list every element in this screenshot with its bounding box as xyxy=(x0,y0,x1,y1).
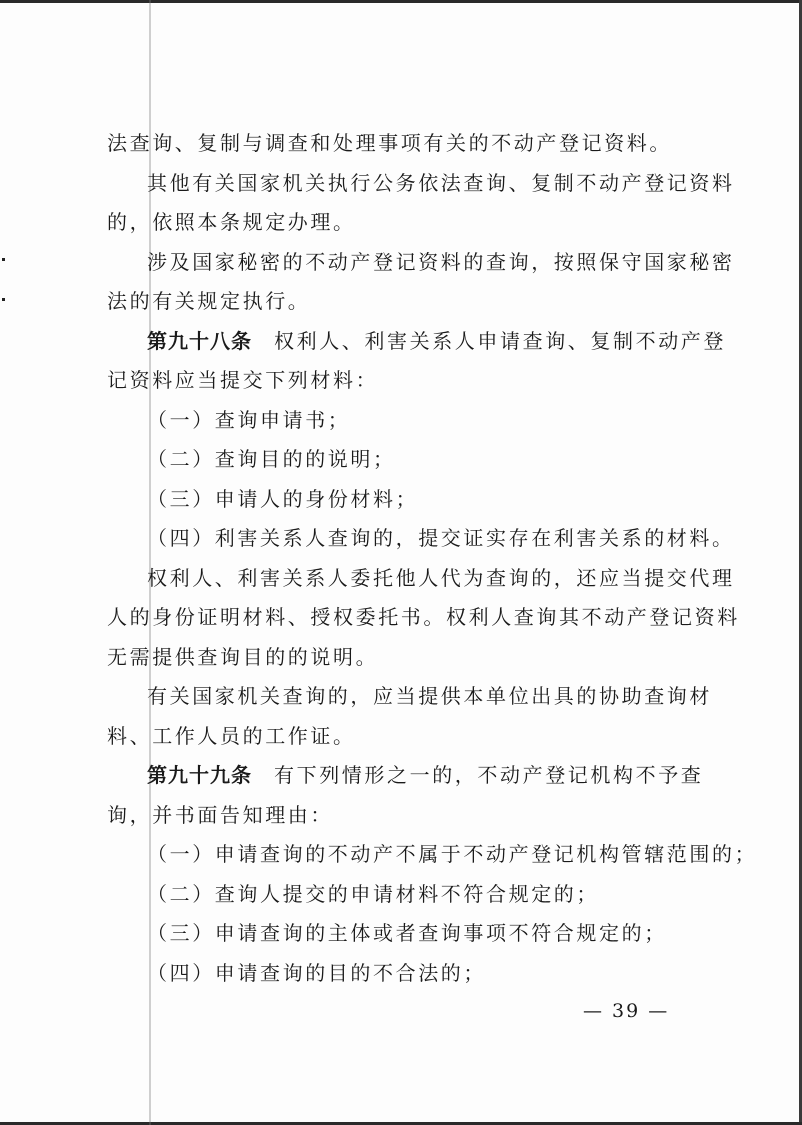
scan-edge-top xyxy=(0,0,802,3)
list-item: （四）利害关系人查询的，提交证实存在利害关系的材料。 xyxy=(147,526,735,550)
text-line: 人的身份证明材料、授权委托书。权利人查询其不动产登记资料 xyxy=(107,605,740,629)
list-item: （三）申请人的身份材料； xyxy=(147,486,419,511)
list-item: （二）查询目的的说明； xyxy=(147,447,396,471)
text-line: 记资料应当提交下列材料： xyxy=(107,368,379,392)
text-line: 法查询、复制与调查和处理事项有关的不动产登记资料。 xyxy=(107,131,672,155)
text-line: 的，依照本条规定办理。 xyxy=(107,210,356,234)
text-line: 有关国家机关查询的，应当提供本单位出具的协助查询材 xyxy=(147,684,712,708)
text-line: 无需提供查询目的的说明。 xyxy=(107,644,379,669)
text-line: 询，并书面告知理由： xyxy=(107,802,333,827)
text-line: 涉及国家秘密的不动产登记资料的查询，按照保守国家秘密 xyxy=(147,249,735,274)
list-item: （一）申请查询的不动产不属于不动产登记机构管辖范围的； xyxy=(147,842,758,866)
article-99-line xyxy=(107,756,704,796)
text-line: 有下列情形之一的，不动产登记机构不予查 xyxy=(274,763,704,787)
article-99-heading: 第九十九条 xyxy=(147,763,252,787)
text-line: 法的有关规定执行。 xyxy=(107,289,311,313)
article-98-heading: 第九十八条 xyxy=(147,328,252,353)
text-line: 其他有关国家机关执行公务依法查询、复制不动产登记资料 xyxy=(147,170,735,195)
text-line: 料、工作人员的工作证。 xyxy=(107,723,356,748)
page-number: — 39 — xyxy=(583,1000,670,1022)
scan-speck xyxy=(2,298,5,301)
list-item: （二）查询人提交的申请材料不符合规定的； xyxy=(147,881,599,906)
text-line: 权利人、利害关系人申请查询、复制不动产登 xyxy=(274,328,726,353)
article-98-line xyxy=(107,322,726,362)
body-text xyxy=(107,124,758,993)
text-line: 权利人、利害关系人委托他人代为查询的，还应当提交代理 xyxy=(147,565,735,590)
scan-speck xyxy=(2,258,5,261)
list-item: （一）查询申请书； xyxy=(147,407,351,432)
list-item: （四）申请查询的目的不合法的； xyxy=(147,960,486,985)
list-item: （三）申请查询的主体或者查询事项不符合规定的； xyxy=(147,921,667,945)
